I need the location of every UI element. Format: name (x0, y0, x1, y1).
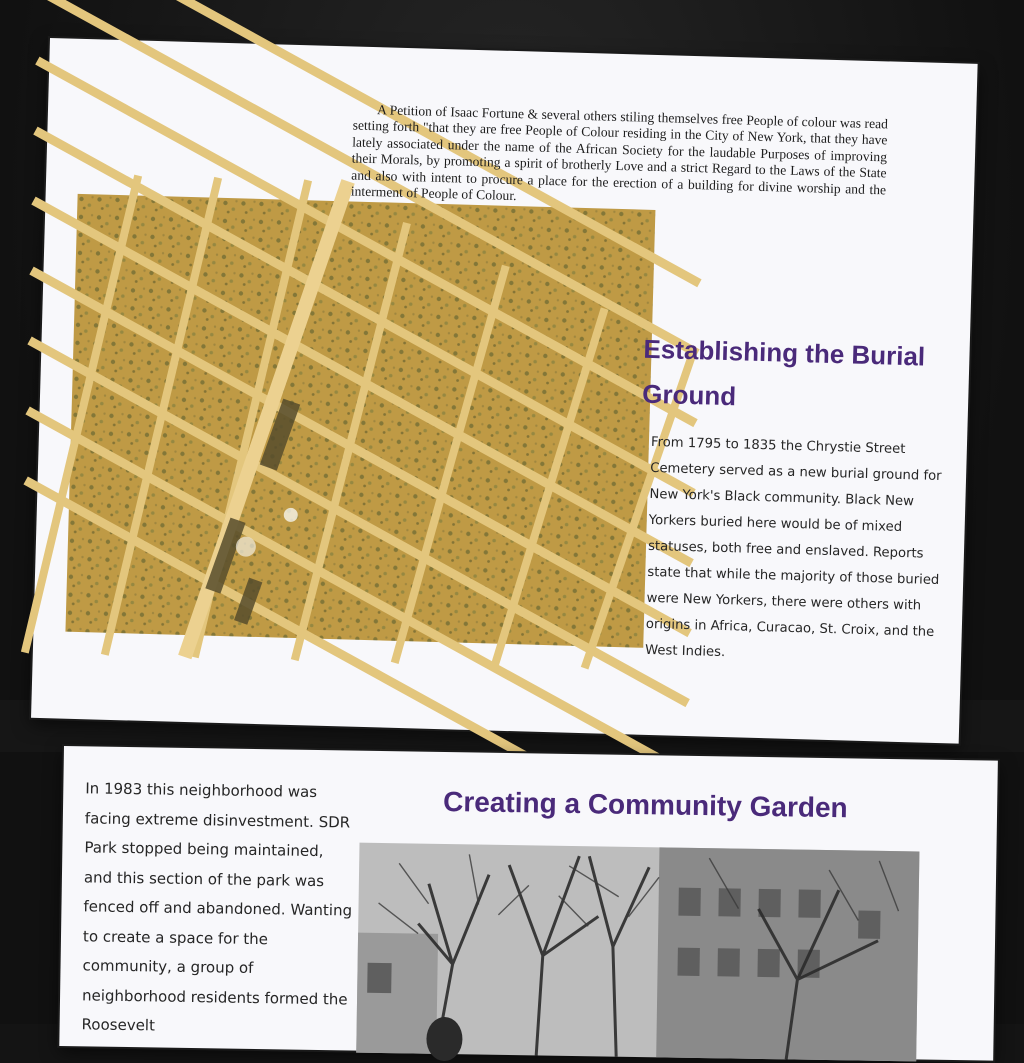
community-garden-panel (59, 746, 998, 1061)
burial-ground-heading: Establishing the Burial Ground (641, 333, 926, 412)
historic-street-map (65, 194, 655, 648)
petition-quote: A Petition of Isaac Fortune & several others stiling themselves free People of colour was read setting forth "that they are free People of Colour residing in the City of New York, that they have lately associated under the name of the African Society for the laudable Purposes of improving their Morals, by promoting a spirit of brotherly Love and a strict Regard to the Laws of the State and also with intent to procure a place for the erection of a building for divine worship and the interment of People of Colour. (350, 102, 889, 204)
community-garden-body: In 1983 this neighborhood was facing extreme disinvestment. SDR Park stopped being maintained, and this section of the park was fenced off and abandoned. Wanting to create a space for the community, a group of neighborhood residents formed the Roosevelt (81, 779, 353, 1035)
burial-ground-body: From 1795 to 1835 the Chrystie Street Cemetery served as a new burial ground for New York's Black community. Black New Yorkers buried here would be of mixed statuses, both free and enslaved. Reports state that while the majority of those buried were New Yorkers, there were others with origins in Africa, Curacao, St. Croix, and the West Indies. (644, 434, 942, 661)
community-garden-heading: Creating a Community Garden (442, 785, 848, 824)
burial-ground-panel (31, 38, 978, 744)
garden-photo (356, 843, 919, 1062)
